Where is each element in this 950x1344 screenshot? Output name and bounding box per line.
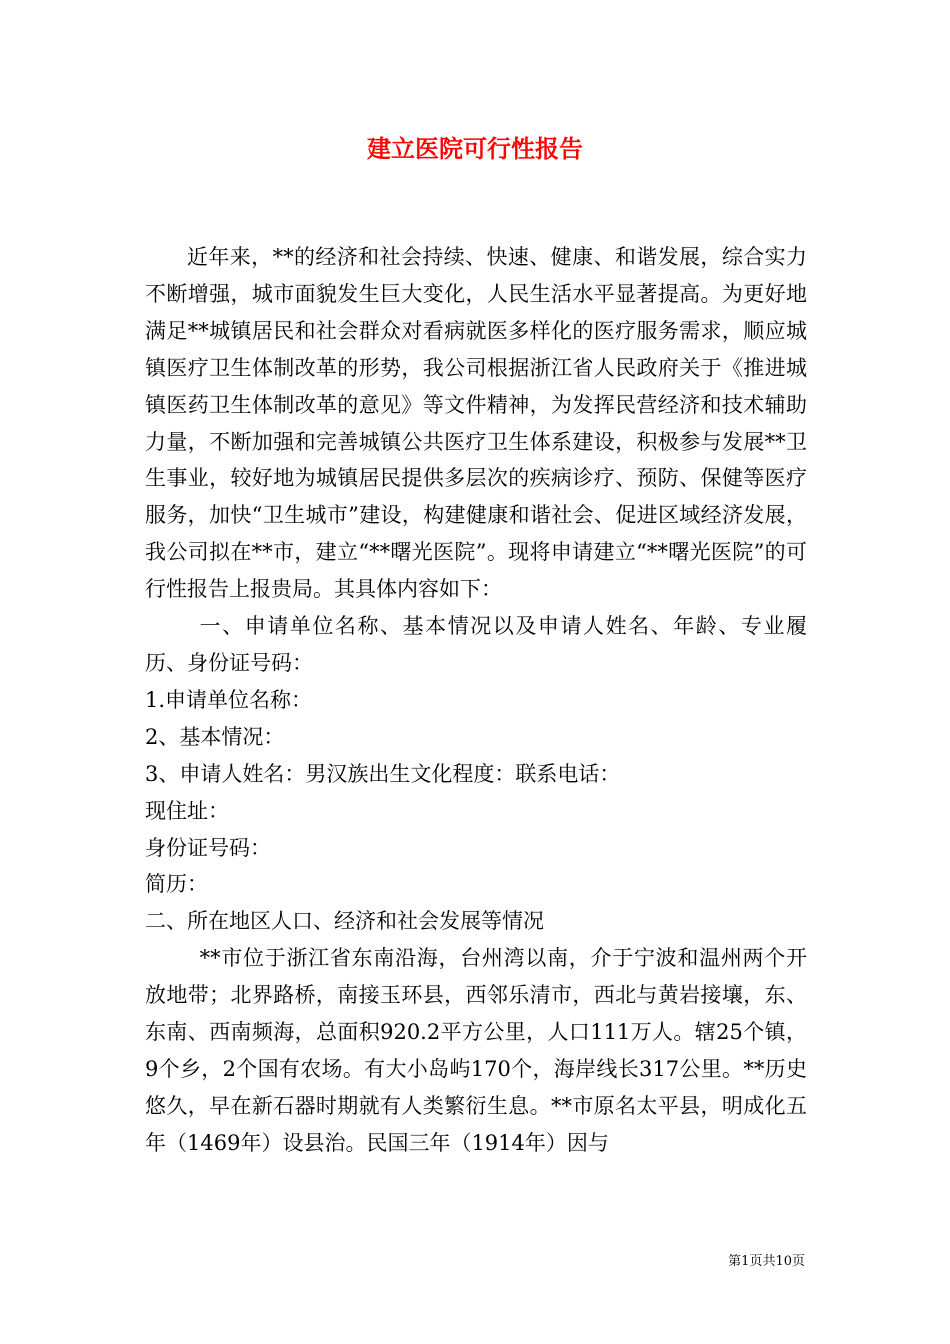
applicant-name-line: 3、申请人姓名：男汉族出生文化程度：联系电话： xyxy=(145,761,621,786)
id-number-line: 身份证号码： xyxy=(145,835,271,860)
document-title: 建立医院可行性报告 xyxy=(367,134,583,163)
applicant-unit-name-line: 1.申请单位名称： xyxy=(145,687,313,712)
intro-paragraph: 近年来，**的经济和社会持续、快速、健康、和谐发展，综合实力不断增强，城市面貌发生巨大变化，人民生活水平显著提高。为更好地满足**城镇居民和社会群众对看病就医多样化的医疗服务需求，顺应城镇医疗卫生体制改革的形势，我公司根据浙江省人民政府关于《推进城镇医药卫生体制改革的意见》等文件精神，为发挥民营经济和技术辅助力量，不断加强和完善城镇公共医疗卫生体系建设，积极参与发展**卫生事业，较好地为城镇居民提供多层次的疾病诊疗、预防、保健等医疗服务，加快“卫生城市”建设，构建健康和谐社会、促进区域经济发展，我公司拟在**市，建立“**曙光医院”。现将申请建立“**曙光医院”的可行性报告上报贵局。其具体内容如下： xyxy=(145,245,807,602)
basic-info-line: 2、基本情况： xyxy=(145,724,285,749)
section-1-heading: 一、申请单位名称、基本情况以及申请人姓名、年龄、专业履历、身份证号码： xyxy=(145,614,807,675)
section-2-paragraph: **市位于浙江省东南沿海，台州湾以南，介于宁波和温州两个开放地带；北界路桥，南接玉环县，西邻乐清市，西北与黄岩接壤，东、东南、西南频海，总面积920.2平方公里，人口111万人。辖25个镇，9个乡，2个国有农场。有大小岛屿170个，海岸线长317公里。**历史悠久，早在新石器时期就有人类繁衍生息。**市原名太平县，明成化五年（1469年）设县治。民国三年（1914年）因与 xyxy=(145,946,807,1155)
page-number: 第1页共10页 xyxy=(728,1254,805,1269)
section-2-heading: 二、所在地区人口、经济和社会发展等情况 xyxy=(145,909,544,934)
resume-line: 简历： xyxy=(145,872,208,897)
address-line: 现住址： xyxy=(145,798,229,823)
document-body xyxy=(145,239,807,1162)
